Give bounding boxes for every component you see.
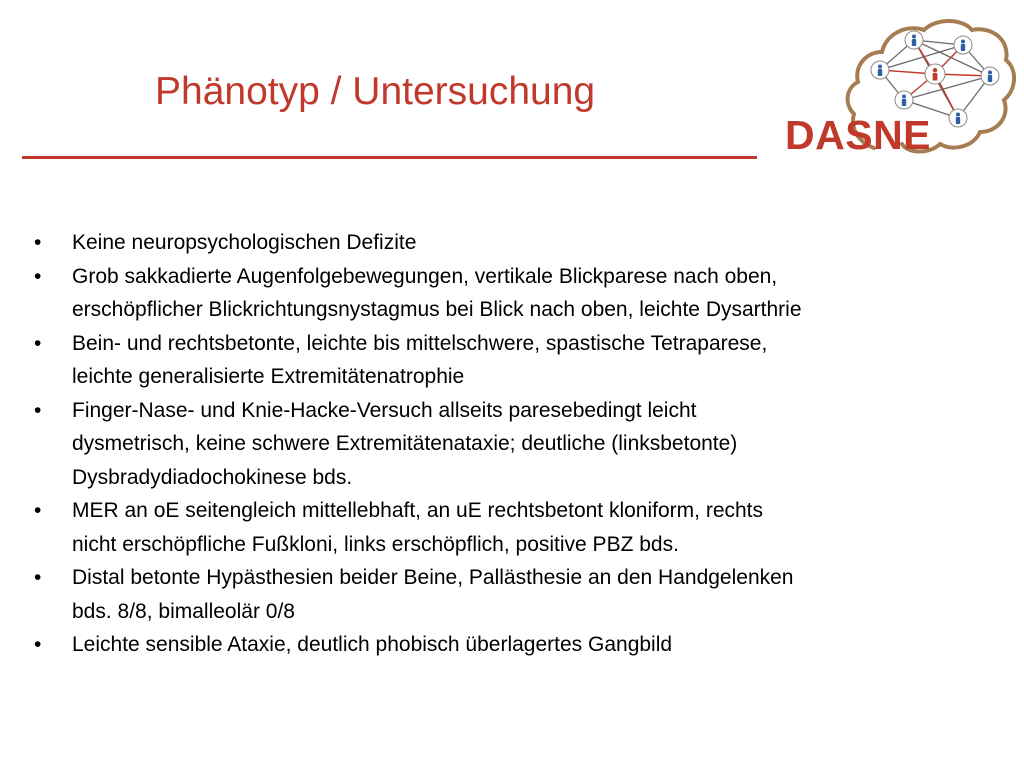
bullet-text-line: leichte generalisierte Extremitätenatrophie (72, 365, 465, 388)
bullet-text-line: nicht erschöpfliche Fußkloni, links erschöpflich, positive PBZ bds. (72, 532, 679, 556)
bullet-marker: • (34, 499, 42, 522)
bullet-text-line: bds. 8/8, bimalleolär 0/8 (72, 599, 295, 623)
bullet-item (34, 394, 994, 495)
bullet-marker: • (34, 331, 42, 355)
bullet-marker: • (34, 264, 42, 288)
bullet-item (34, 628, 994, 662)
person-node-icon (895, 91, 913, 109)
bullet-text-line: dysmetrisch, keine schwere Extremitätenataxie; deutliche (linksbetonte) (72, 432, 738, 455)
bullet-item (34, 260, 994, 327)
bullet-item (34, 327, 994, 394)
person-node-icon (981, 67, 999, 85)
bullet-text-line: Keine neuropsychologischen Defizite (72, 231, 417, 254)
logo-text: DASNE (785, 112, 932, 158)
bullet-text-line: Bein- und rechtsbetonte, leichte bis mittelschwere, spastische Tetraparese, (72, 331, 768, 355)
bullet-item (34, 494, 994, 561)
person-node-icon (871, 61, 889, 79)
bullet-marker: • (34, 566, 42, 589)
bullet-text-line: Leichte sensible Ataxie, deutlich phobisch überlagertes Gangbild (72, 633, 673, 656)
title-underline (22, 156, 757, 159)
bullet-text-line: Dysbradydiadochokinese bds. (72, 465, 353, 489)
bullet-text-line: Distal betonte Hypästhesien beider Beine, Pallästhesie an den Handgelenken (72, 566, 794, 589)
bullet-marker: • (34, 633, 42, 656)
bullet-item (34, 226, 994, 260)
person-node-icon (954, 36, 972, 54)
bullet-marker: • (34, 231, 42, 254)
slide-title: Phänotyp / Untersuchung (155, 70, 596, 113)
bullet-item (34, 561, 994, 628)
bullet-text-line: MER an oE seitengleich mittellebhaft, an uE rechtsbetont kloniform, rechts (72, 499, 764, 522)
bullet-list (34, 226, 994, 662)
bullet-marker: • (34, 398, 42, 422)
person-node-icon (905, 31, 923, 49)
bullet-text-line: erschöpflicher Blickrichtungsnystagmus bei Blick nach oben, leichte Dysarthrie (72, 298, 802, 321)
bullet-text-line: Grob sakkadierte Augenfolgebewegungen, vertikale Blickparese nach oben, (72, 264, 778, 288)
center-person-node-icon (925, 64, 945, 84)
person-node-icon (949, 109, 967, 127)
bullet-text-line: Finger-Nase- und Knie-Hacke-Versuch allseits paresebedingt leicht (72, 398, 697, 422)
